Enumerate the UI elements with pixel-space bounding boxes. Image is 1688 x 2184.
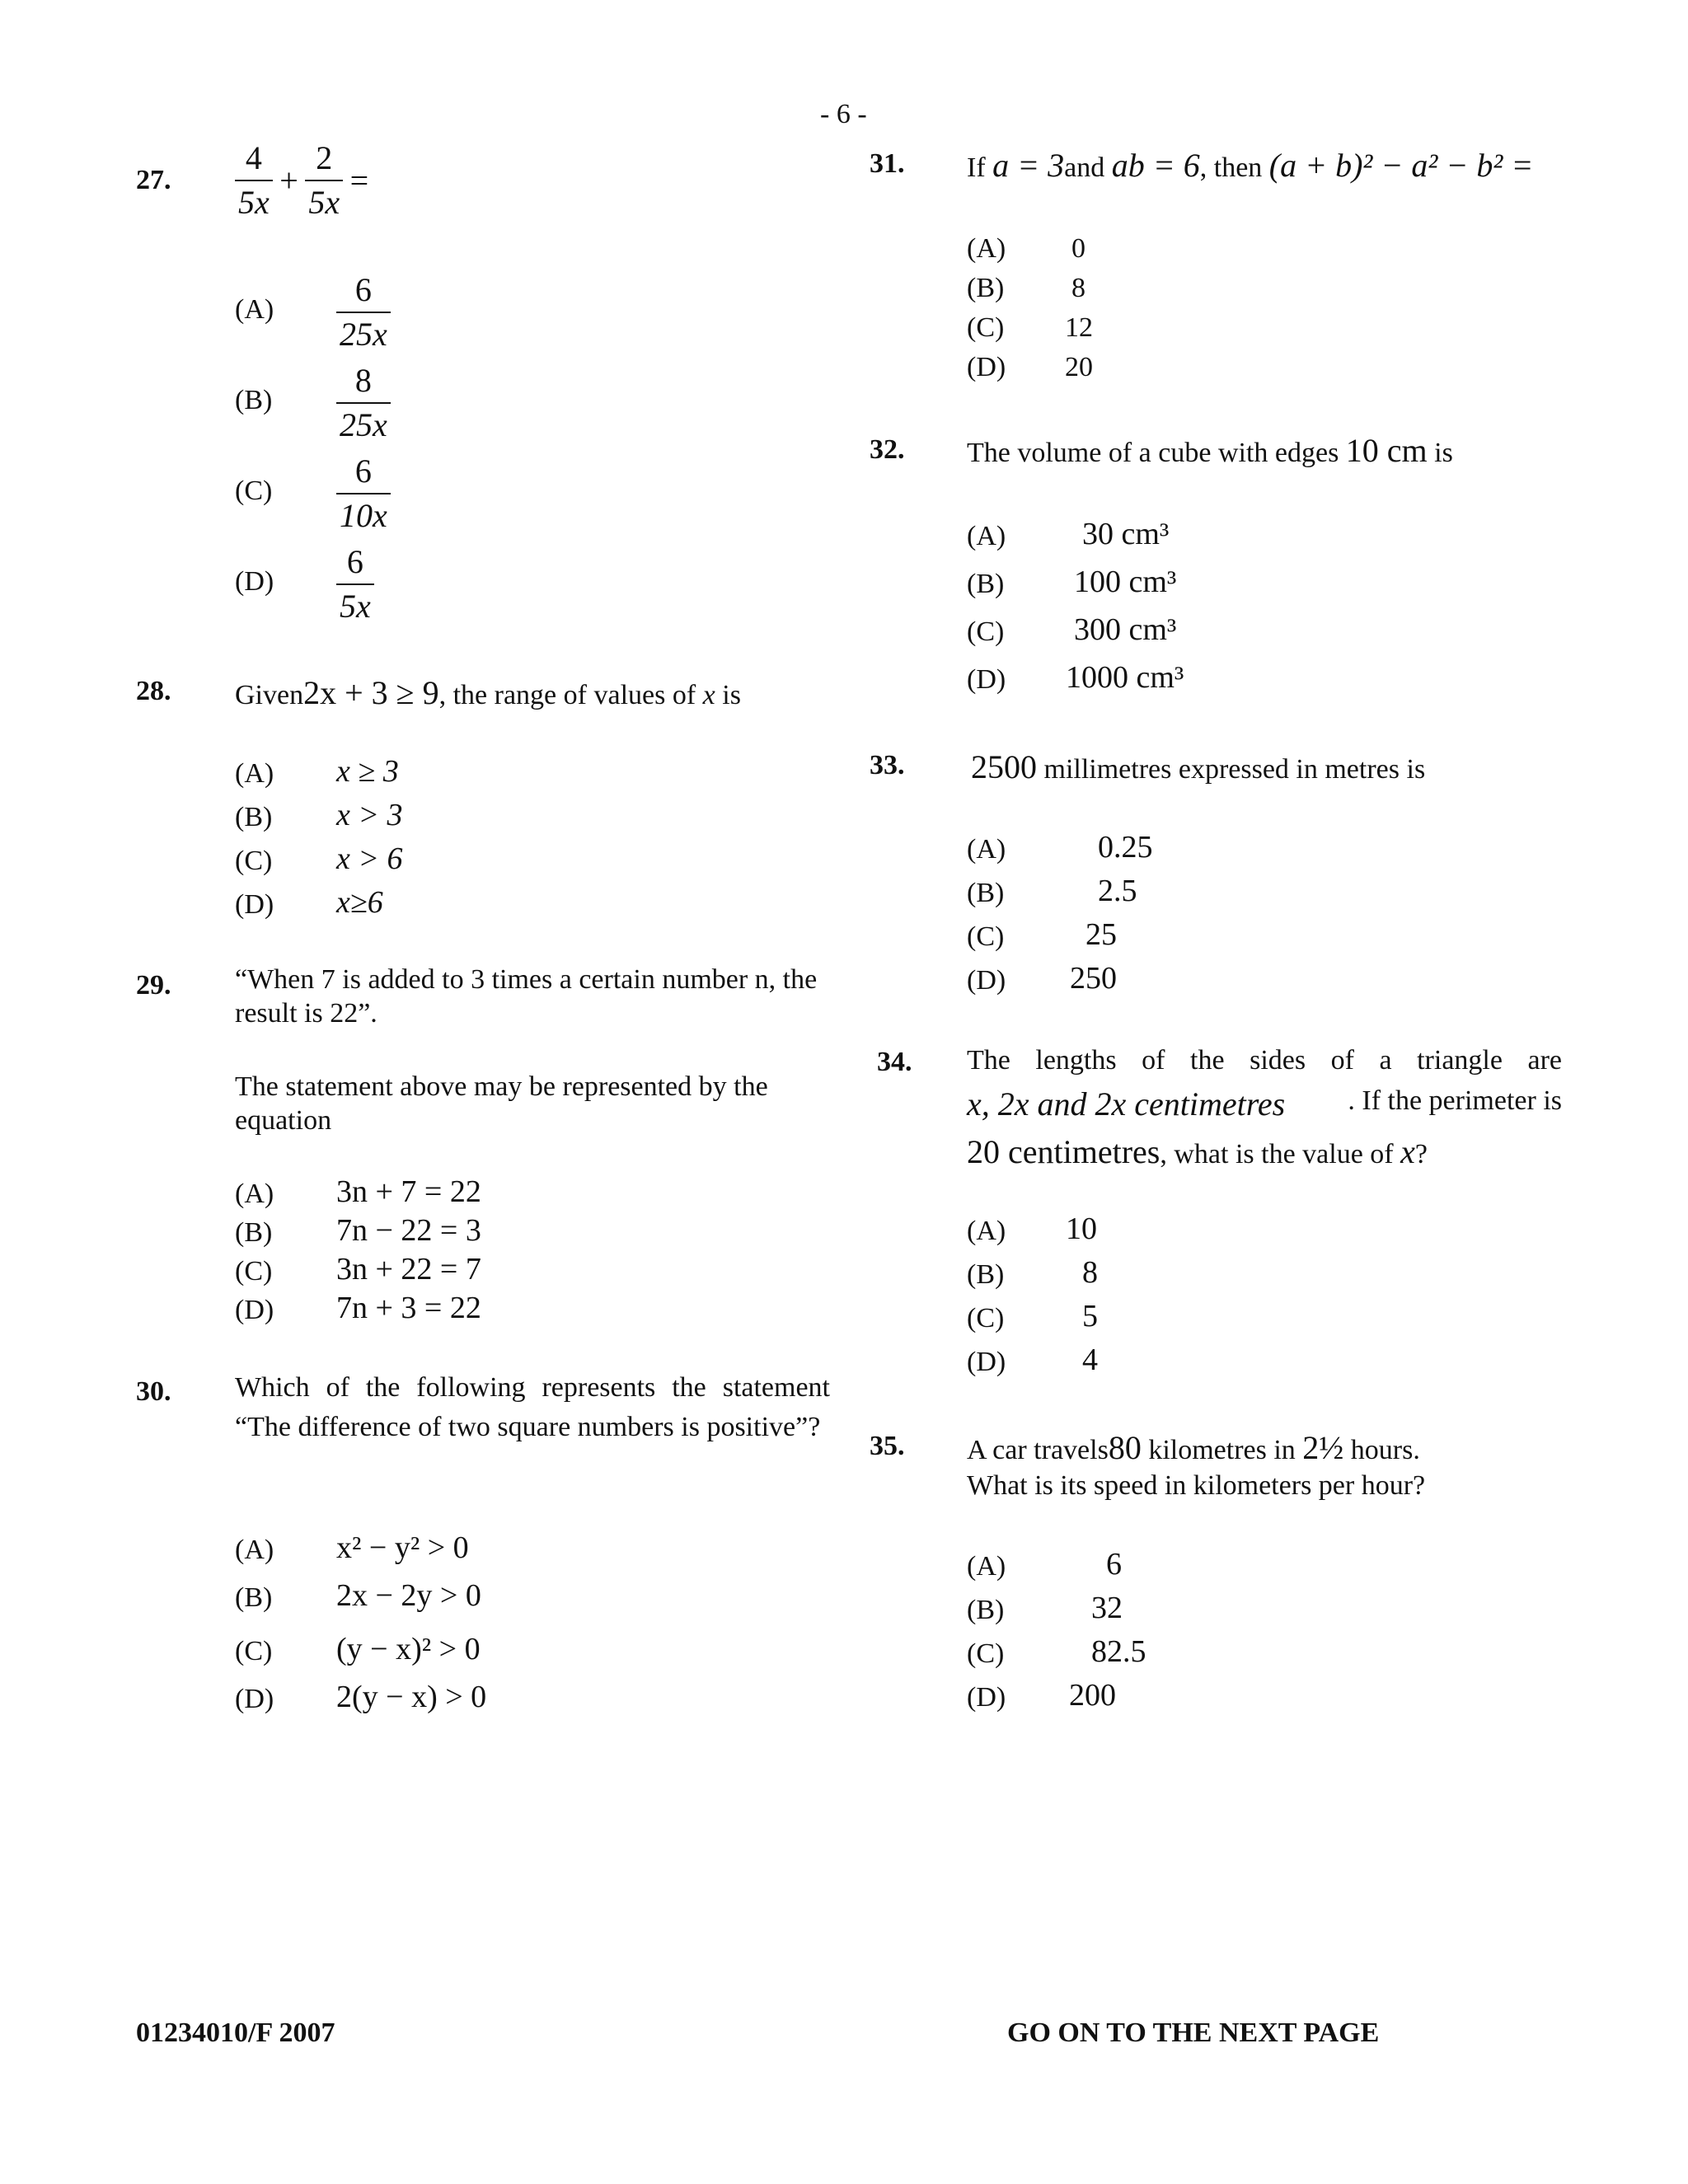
page-number: - 6 - (820, 99, 867, 129)
q32-option-c-value: 300 cm³ (1074, 612, 1177, 647)
q35-option-d-value: 200 (1069, 1678, 1116, 1713)
q29-option-c-label: (C) (235, 1256, 273, 1286)
q27-option-c-label: (C) (235, 476, 273, 506)
next-page-notice: GO ON TO THE NEXT PAGE (1007, 2018, 1380, 2048)
q30-option-d-label: (D) (235, 1684, 274, 1714)
q32-option-a-label: (A) (967, 521, 1006, 551)
q33-option-b-label: (B) (967, 878, 1005, 908)
q30-option-d-value: 2(y − x) > 0 (336, 1680, 487, 1714)
q28-option-d-value: x≥6 (336, 885, 383, 920)
q34-option-a-value: 10 (1066, 1212, 1097, 1246)
q34-option-c-value: 5 (1082, 1299, 1098, 1333)
q35-option-c-value: 82.5 (1091, 1634, 1146, 1669)
q29-option-b-value: 7n − 22 = 3 (336, 1213, 481, 1248)
q28-option-b-value: x > 3 (336, 798, 403, 832)
question-number-28: 28. (136, 676, 171, 706)
q30-option-a-label: (A) (235, 1535, 274, 1565)
q32-option-d-label: (D) (967, 664, 1006, 695)
q30-option-a-value: x² − y² > 0 (336, 1530, 469, 1565)
q29-option-c-value: 3n + 22 = 7 (336, 1252, 481, 1286)
q34-option-b-label: (B) (967, 1259, 1005, 1290)
question-29-stem: “When 7 is added to 3 times a certain number n, the result is 22”. (235, 964, 818, 1029)
q27-option-a-label: (A) (235, 294, 274, 325)
q30-option-b-label: (B) (235, 1582, 273, 1613)
q32-option-a-value: 30 cm³ (1082, 517, 1170, 551)
q29-option-b-label: (B) (235, 1217, 273, 1248)
q34-option-a-label: (A) (967, 1216, 1006, 1246)
q28-option-b-label: (B) (235, 802, 273, 832)
q30-option-c-value: (y − x)² > 0 (336, 1632, 481, 1666)
q34-option-c-label: (C) (967, 1303, 1005, 1333)
q27-option-a-value: $\frac{6}{25x}$ (336, 272, 391, 353)
q31-option-b-value: 8 (1071, 273, 1085, 303)
question-number-27: 27. (136, 165, 171, 195)
q31-option-b-label: (B) (967, 273, 1005, 303)
q34-option-d-label: (D) (967, 1347, 1006, 1377)
q34-option-d-value: 4 (1082, 1343, 1098, 1377)
q27-option-c-value: $\frac{6}{10x}$ (336, 453, 391, 534)
q31-option-d-label: (D) (967, 352, 1006, 382)
q35-option-d-label: (D) (967, 1682, 1006, 1713)
q31-option-a-value: 0 (1071, 233, 1085, 264)
q28-option-d-label: (D) (235, 889, 274, 920)
q33-option-c-label: (C) (967, 921, 1005, 952)
q30-option-b-value: 2x − 2y > 0 (336, 1578, 481, 1613)
q35-option-a-label: (A) (967, 1551, 1006, 1582)
q33-option-a-label: (A) (967, 834, 1006, 865)
q33-option-a-value: 0.25 (1098, 830, 1153, 865)
question-35-stem: A car travels80 kilometres in 2½ hours. (967, 1429, 1420, 1466)
q35-option-a-value: 6 (1106, 1547, 1122, 1582)
q29-option-a-label: (A) (235, 1179, 274, 1209)
q33-option-c-value: 25 (1085, 917, 1117, 952)
q29-option-d-value: 7n + 3 = 22 (336, 1291, 481, 1325)
question-34-stem: The lengths of the sides of a triangle are x, 2x and 2x centimetres . If the perimeter is 20 centimetres, what is the value of x? (967, 1045, 1562, 1171)
question-29-stem-2: The statement above may be represented by the equation (235, 1071, 768, 1137)
q34-option-b-value: 8 (1082, 1255, 1098, 1290)
q35-option-c-label: (C) (967, 1638, 1005, 1669)
q28-option-a-label: (A) (235, 758, 274, 789)
question-number-35: 35. (870, 1431, 905, 1461)
q32-option-d-value: 1000 cm³ (1066, 660, 1184, 695)
question-number-30: 30. (136, 1376, 171, 1407)
q28-option-c-label: (C) (235, 846, 273, 876)
q28-option-c-value: x > 6 (336, 841, 403, 876)
question-33-stem: 2500 millimetres expressed in metres is (971, 748, 1426, 785)
exam-code: 01234010/F 2007 (136, 2018, 335, 2048)
q32-option-c-label: (C) (967, 616, 1005, 647)
q27-option-b-value: $\frac{8}{25x}$ (336, 363, 391, 443)
question-number-34: 34. (877, 1047, 912, 1077)
q33-option-b-value: 2.5 (1098, 874, 1137, 908)
q31-option-a-label: (A) (967, 233, 1006, 264)
question-number-33: 33. (870, 750, 905, 780)
q33-option-d-value: 250 (1070, 961, 1117, 996)
q31-option-c-label: (C) (967, 312, 1005, 343)
q28-option-a-value: x ≥ 3 (336, 754, 399, 789)
question-number-31: 31. (870, 148, 905, 179)
question-32-stem: The volume of a cube with edges 10 cm is (967, 432, 1453, 469)
q27-option-d-value: $\frac{6}{5x}$ (336, 544, 374, 625)
q35-option-b-value: 32 (1091, 1591, 1123, 1625)
q32-option-b-label: (B) (967, 569, 1005, 599)
question-27-stem: $\frac{4}{5x}$ + $\frac{2}{5x}$ = (235, 140, 368, 221)
question-number-32: 32. (870, 434, 905, 465)
q29-option-a-value: 3n + 7 = 22 (336, 1174, 481, 1209)
fraction-4-over-5x: $\frac{4}{5x}$ (235, 140, 273, 221)
q29-option-d-label: (D) (235, 1295, 274, 1325)
q33-option-d-label: (D) (967, 965, 1006, 996)
question-31-stem: If a = 3and ab = 6, then (a + b)² − a² − b² = (967, 147, 1534, 184)
q30-option-c-label: (C) (235, 1636, 273, 1666)
q31-option-d-value: 20 (1065, 352, 1093, 382)
q32-option-b-value: 100 cm³ (1074, 565, 1177, 599)
question-28-stem: Given2x + 3 ≥ 9, the range of values of x is (235, 674, 741, 711)
question-number-29: 29. (136, 970, 171, 1001)
question-35-stem-2: What is its speed in kilometers per hour? (967, 1470, 1426, 1501)
q35-option-b-label: (B) (967, 1595, 1005, 1625)
q27-option-d-label: (D) (235, 566, 274, 597)
fraction-2-over-5x: $\frac{2}{5x}$ (305, 140, 343, 221)
q31-option-c-value: 12 (1065, 312, 1093, 343)
q27-option-b-label: (B) (235, 385, 273, 415)
question-30-stem: Which of the following represents the statement “The difference of two square numbers is positive”? (235, 1372, 830, 1443)
